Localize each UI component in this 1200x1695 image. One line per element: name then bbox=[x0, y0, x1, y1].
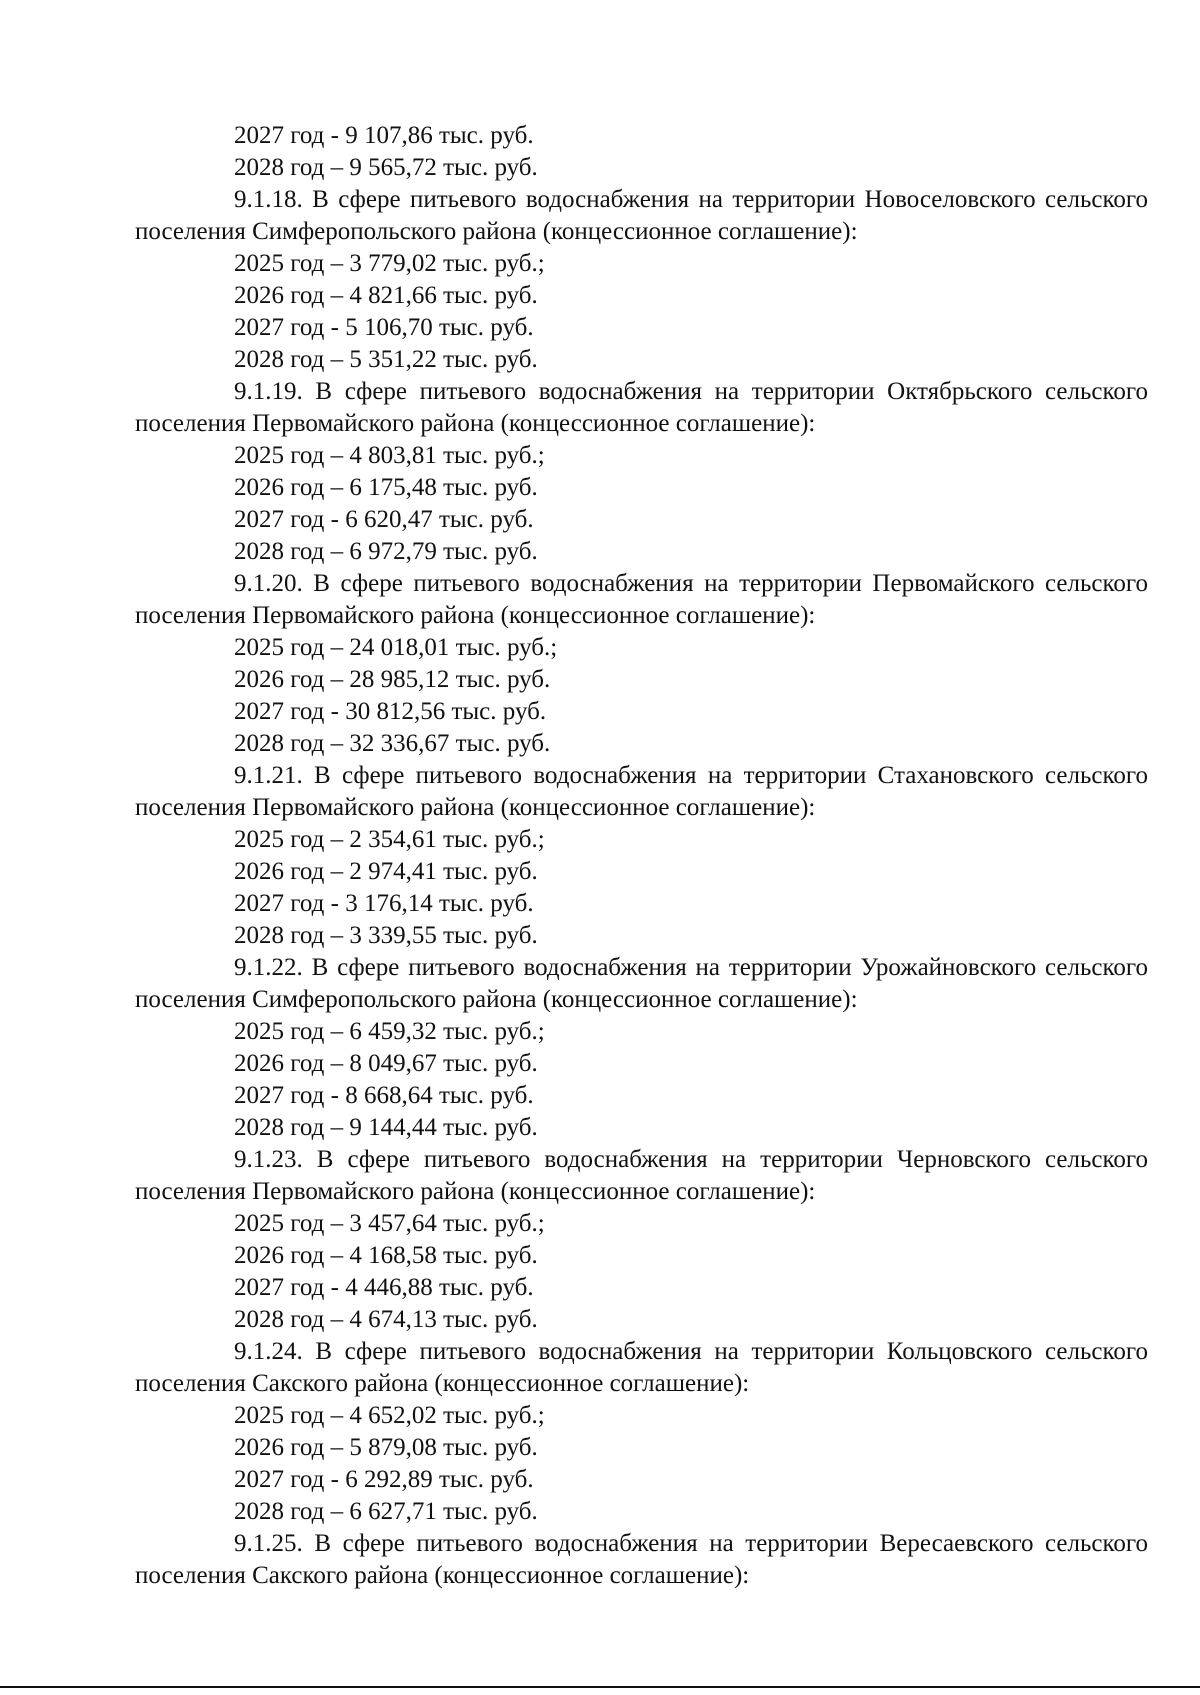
intro-year-line: 2027 год - 9 107,86 тыс. руб. bbox=[234, 122, 534, 149]
year-amount-line: 2027 год - 5 106,70 тыс. руб. bbox=[234, 314, 534, 341]
year-amount-line: 2027 год - 3 176,14 тыс. руб. bbox=[234, 890, 534, 917]
section-paragraph-9-1-23: 9.1.23. В сфере питьевого водоснабжения на территории Черновского сельского поселения Первомайского района (концессионное соглашение): bbox=[135, 1146, 1148, 1205]
year-amount-line: 2025 год – 6 459,32 тыс. руб.; bbox=[234, 1018, 545, 1045]
year-amount-line: 2026 год – 28 985,12 тыс. руб. bbox=[234, 666, 551, 693]
section-paragraph-9-1-19: 9.1.19. В сфере питьевого водоснабжения на территории Октябрьского сельского поселения Первомайского района (концессионное соглашение): bbox=[135, 378, 1148, 437]
year-amount-line: 2027 год - 6 292,89 тыс. руб. bbox=[234, 1466, 534, 1493]
section-paragraph-9-1-24: 9.1.24. В сфере питьевого водоснабжения на территории Кольцовского сельского поселения Сакского района (концессионное соглашение): bbox=[135, 1338, 1148, 1397]
year-amount-line: 2026 год – 2 974,41 тыс. руб. bbox=[234, 858, 538, 885]
year-amount-line: 2028 год – 9 144,44 тыс. руб. bbox=[234, 1114, 538, 1141]
section-paragraph-9-1-18: 9.1.18. В сфере питьевого водоснабжения на территории Новоселовского сельского поселения Симферопольского района (концессионное соглашение): bbox=[135, 186, 1148, 245]
year-amount-line: 2028 год – 6 627,71 тыс. руб. bbox=[234, 1498, 538, 1525]
year-amount-line: 2026 год – 6 175,48 тыс. руб. bbox=[234, 474, 538, 501]
year-amount-line: 2025 год – 4 652,02 тыс. руб.; bbox=[234, 1402, 545, 1429]
year-amount-line: 2026 год – 8 049,67 тыс. руб. bbox=[234, 1050, 538, 1077]
section-paragraph-9-1-20: 9.1.20. В сфере питьевого водоснабжения на территории Первомайского сельского поселения Первомайского района (концессионное соглашение): bbox=[135, 570, 1148, 629]
year-amount-line: 2027 год - 4 446,88 тыс. руб. bbox=[234, 1274, 534, 1301]
year-amount-line: 2028 год – 4 674,13 тыс. руб. bbox=[234, 1306, 538, 1333]
year-amount-line: 2028 год – 5 351,22 тыс. руб. bbox=[234, 346, 538, 373]
year-amount-line: 2026 год – 4 168,58 тыс. руб. bbox=[234, 1242, 538, 1269]
year-amount-line: 2027 год - 6 620,47 тыс. руб. bbox=[234, 506, 534, 533]
year-amount-line: 2028 год – 32 336,67 тыс. руб. bbox=[234, 730, 551, 757]
section-paragraph-9-1-25: 9.1.25. В сфере питьевого водоснабжения на территории Вересаевского сельского поселения Сакского района (концессионное соглашение): bbox=[135, 1530, 1148, 1589]
section-paragraph-9-1-22: 9.1.22. В сфере питьевого водоснабжения на территории Урожайновского сельского поселения Симферопольского района (концессионное соглашение): bbox=[135, 954, 1148, 1013]
year-amount-line: 2027 год - 8 668,64 тыс. руб. bbox=[234, 1082, 534, 1109]
year-amount-line: 2027 год - 30 812,56 тыс. руб. bbox=[234, 698, 547, 725]
page-bottom-rule bbox=[0, 1686, 1200, 1688]
year-amount-line: 2026 год – 4 821,66 тыс. руб. bbox=[234, 282, 538, 309]
section-paragraph-9-1-21: 9.1.21. В сфере питьевого водоснабжения на территории Стахановского сельского поселения Первомайского района (концессионное соглашение): bbox=[135, 762, 1148, 821]
year-amount-line: 2025 год – 24 018,01 тыс. руб.; bbox=[234, 634, 558, 661]
year-amount-line: 2028 год – 3 339,55 тыс. руб. bbox=[234, 922, 538, 949]
year-amount-line: 2025 год – 2 354,61 тыс. руб.; bbox=[234, 826, 545, 853]
year-amount-line: 2028 год – 6 972,79 тыс. руб. bbox=[234, 538, 538, 565]
year-amount-line: 2026 год – 5 879,08 тыс. руб. bbox=[234, 1434, 538, 1461]
year-amount-line: 2025 год – 3 457,64 тыс. руб.; bbox=[234, 1210, 545, 1237]
year-amount-line: 2025 год – 4 803,81 тыс. руб.; bbox=[234, 442, 545, 469]
year-amount-line: 2025 год – 3 779,02 тыс. руб.; bbox=[234, 250, 545, 277]
intro-year-line: 2028 год – 9 565,72 тыс. руб. bbox=[234, 154, 538, 181]
document-body bbox=[135, 120, 1148, 1592]
